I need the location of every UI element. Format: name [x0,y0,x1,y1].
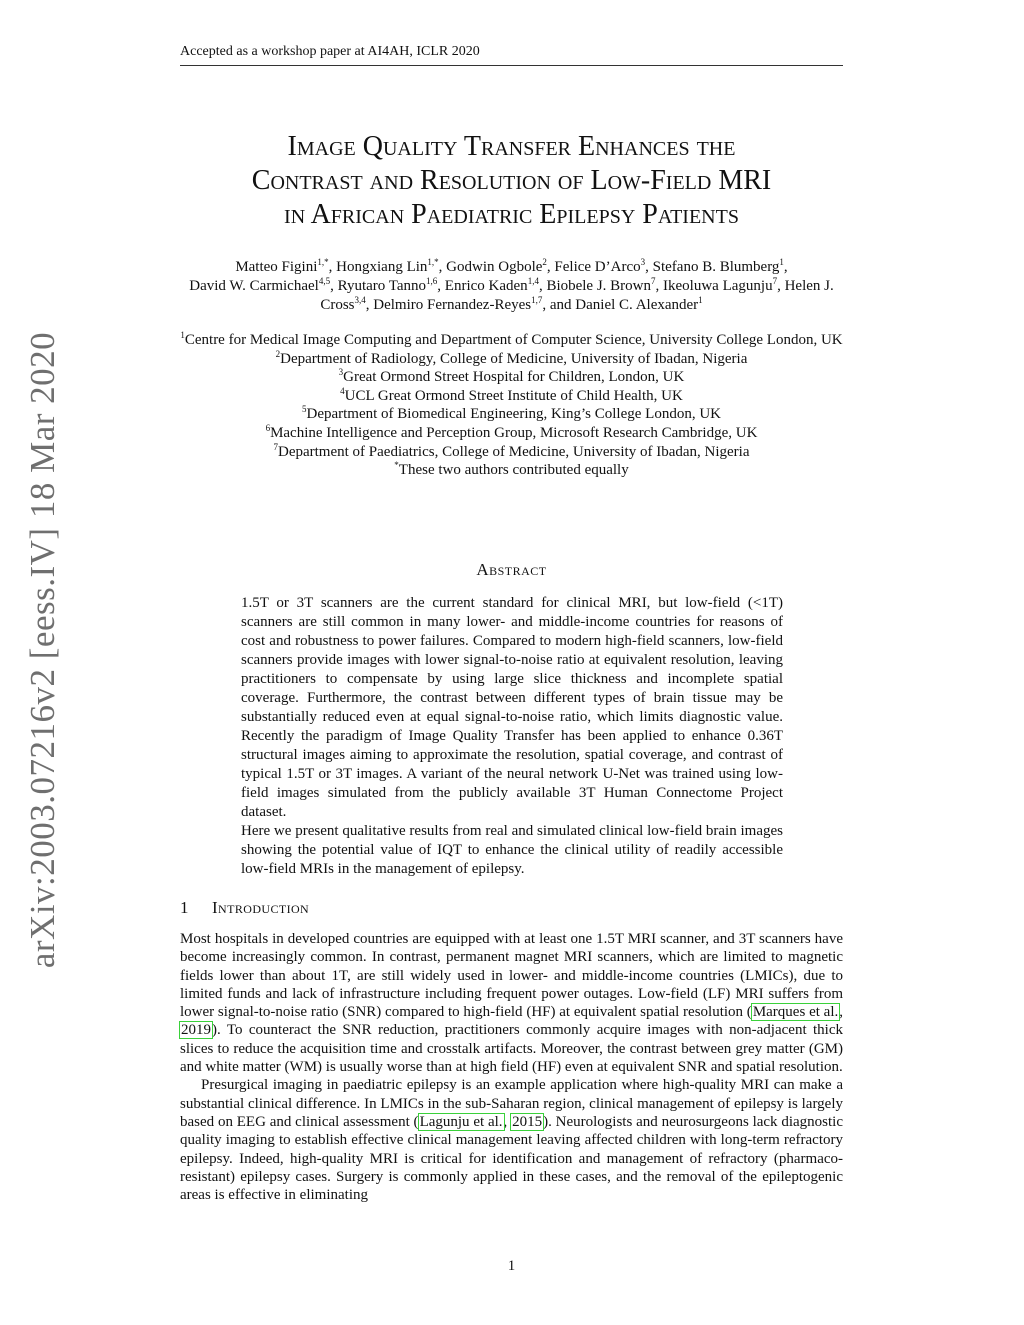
abstract-paragraph: 1.5T or 3T scanners are the current standard for clinical MRI, but low-field (<1T) scanners are still common in many lower- and middle-income countries for reasons of cost and robustness to power failures. Compared to modern high-field scanners, low-field scanners provide images with lower signal-to-noise ratio at equivalent resolution, leaving practitioners to compensate by using large slice thickness and incomplete spatial coverage. Furthermore, the contrast between different types of brain tissue may be substantially reduced even at equal signal-to-noise ratio, which limits diagnostic value. Recently the paradigm of Image Quality Transfer has been applied to enhance 0.36T structural images aiming to approximate the resolution, spatial coverage, and contrast of typical 1.5T or 3T images. A variant of the neural network U-Net was trained using low-field images simulated from the publicly available 3T Human Connectome Project dataset. [241,595,783,820]
author: Hongxiang Lin [336,259,428,275]
affiliation [180,368,843,387]
title-line-2: Contrast and Resolution of Low-Field MRI [251,165,772,196]
abstract-heading: Abstract [476,560,547,579]
author: Ryutaro Tanno [337,278,427,294]
affiliation [180,331,843,350]
author: Helen J. Cross [320,278,834,313]
affiliation [180,461,843,480]
affiliation [180,387,843,406]
author: David W. Carmichael [189,278,319,294]
author-list: Matteo Figini$^{1,*}$, Hongxiang Lin$^{1,*}$, Godwin Ogbole$^2$, Felice D’Arco$^3$, Stefano B. Blumberg$^1$, David W. Carmichael$^{4,5}$, Ryutaro Tanno$^{1,6}$, Enrico Kaden$^{1,4}$, Biobele J. Brown$^7$, Ikeoluwa Lagunju$^7$, Helen J. Cross$^{3,4}$, Delmiro Fernandez-Reyes$^{1,7}$, and Daniel C. Alexander$^1$ [189,257,834,313]
affiliation-text: Department of Biomedical Engineering, King’s College London, UK [306,406,721,423]
affiliation-text: Department of Radiology, College of Medicine, University of Ibadan, Nigeria [280,350,748,367]
affiliation-text: Machine Intelligence and Perception Group, Microsoft Research Cambridge, UK [270,424,758,441]
author-sup: 4,5 [318,276,331,286]
affiliation-sup: 3 [338,367,344,378]
affiliation-list [180,331,843,480]
affiliation-sup: 2 [275,348,281,359]
section-title: Introduction [212,898,310,917]
affiliation-text: These two authors contributed equally [398,462,629,479]
author: Daniel C. Alexander [575,297,699,313]
arxiv-sidebar [16,331,70,969]
paragraph-text: ). Neurologists and neurosurgeons lack diagnostic quality imaging to establish effective clinical management leaving affected children with long-term refractory epilepsy. Indeed, high-quality MRI is critical for identification and management of refractory (pharmaco-resistant) epilepsy cases. Surgery is commonly applied in these cases, and the removal of the epileptogenic areas is effective in eliminating [180,1113,844,1204]
abstract-body [241,594,783,879]
author-sup: 2 [542,257,547,267]
affiliation-text: Centre for Medical Image Computing and Department of Computer Science, University College London, UK [184,332,843,348]
author: Matteo Figini [235,259,318,275]
author: Ikeoluwa Lagunju [663,278,773,294]
abstract-paragraph: Here we present qualitative results from real and simulated clinical low-field brain images showing the potential value of IQT to enhance the clinical utility of readily accessible low-field MRIs in the management of epilepsy. [241,823,783,877]
affiliation [180,350,843,369]
section-heading [180,898,843,918]
author-sup: 3,4 [354,295,366,305]
author-sup: 1 [698,295,703,305]
title-line-1: Image Quality Transfer Enhances the [287,131,736,162]
affiliation-text: Department of Paediatrics, College of Medicine, University of Ibadan, Nigeria [277,443,750,460]
citation-year-link-lagunju[interactable]: 2015 [512,1113,543,1130]
citation-link-lagunju[interactable]: Lagunju et al. [419,1113,503,1130]
author: Godwin Ogbole [446,259,543,275]
affiliation-sup: 5 [302,404,307,415]
affiliation-sup: 6 [265,422,271,433]
affiliation [180,405,843,424]
affiliation-sup: 4 [340,385,345,396]
author-sup: 1,* [427,257,439,267]
citation-link-marques[interactable]: Marques et al. [752,1004,839,1021]
affiliation-text: UCL Great Ormond Street Institute of Child Health, UK [344,387,683,404]
page-number: 1 [507,1258,516,1274]
author: Felice D’Arco [554,259,641,275]
author-sup: 7 [772,276,778,286]
author-sup: 3 [640,257,646,267]
author: Enrico Kaden [444,278,528,294]
author-sup: 7 [651,276,656,286]
affiliation-sup: * [394,460,399,471]
title-line-3: in African Paediatric Epilepsy Patients [284,199,739,230]
paragraph-text: Most hospitals in developed countries are equipped with at least one 1.5T MRI scanner, and 3T scanners have become increasingly common. In contrast, permanent magnet MRI scanners, which are limited to magnetic fields lower than about 1T, are still widely used in lower- and middle-income countries (LMICs), due to limited funds and lack of infrastructure including frequent power outages. Low-field (LF) MRI suffers from lower signal-to-noise ratio (SNR) compared to high-field (HF) at equivalent spatial resolution ( [180,931,843,1021]
body-paragraph: Most hospitals in developed countries are equipped with at least one 1.5T MRI scanner, and 3T scanners have become increasingly common. In contrast, permanent magnet MRI scanners, which are limited to magnetic fields lower than about 1T, are still widely used in lower- and middle-income countries (LMICs), due to limited funds and lack of infrastructure including frequent power outages. Low-field (LF) MRI suffers from lower signal-to-noise ratio (SNR) compared to high-field (HF) at equivalent spatial resolution (Marques et al., 2019). To counteract the SNR reduction, practitioners commonly acquire images with non-adjacent thick slices to reduce the acquisition time and crosstalk artifacts. Moreover, the contrast between grey matter (GM) and white matter (WM) is usually worse than at high field (HF) even at equivalent SNR and spatial resolution. [180,931,843,1076]
citation-year-link-marques[interactable]: 2019 [181,1022,211,1039]
author-sup: 1,6 [426,276,438,286]
author-sup: 1,4 [527,276,539,286]
paragraph-text: Presurgical imaging in paediatric epilepsy is an example application where high-quality MRI can make a substantial clinical difference. In LMICs in the sub-Saharan region, clinical management of epilepsy is largely based on EEG and clinical assessment ( [180,1077,843,1130]
author: Stefano B. Blumberg [652,259,780,275]
author: Biobele J. Brown [546,278,652,294]
affiliation [180,424,843,443]
affiliation-sup: 7 [273,441,278,452]
affiliation-text: Great Ormond Street Hospital for Children, London, UK [343,369,685,386]
arxiv-identifier[interactable]: arXiv:2003.07216v2 [eess.IV] 18 Mar 2020 [23,331,62,969]
paragraph-text: ). To counteract the SNR reduction, practitioners commonly acquire images with non-adjacent thick slices to reduce the acquisition time and crosstalk artifacts. Moreover, the contrast between grey matter (GM) and white matter (WM) is usually worse than at high field (HF) even at equivalent SNR and spatial resolution. [180,1022,843,1076]
affiliation-sup: 1 [180,330,185,340]
author: Delmiro Fernandez-Reyes [373,297,532,313]
author-sup: 1,7 [531,295,543,305]
running-header: Accepted as a workshop paper at AI4AH, ICLR 2020 [180,44,843,66]
author-sup: 1,* [317,257,329,267]
introduction-body [180,930,843,1204]
affiliation [180,443,843,462]
author-sup: 1 [779,257,784,267]
paper-title [180,130,843,232]
section-number: 1 [180,898,189,917]
body-paragraph: Presurgical imaging in paediatric epilepsy is an example application where high-quality MRI can make a substantial clinical difference. In LMICs in the sub-Saharan region, clinical management of epilepsy is largely based on EEG and clinical assessment (Lagunju et al., 2015). Neurologists and neurosurgeons lack diagnostic quality imaging to establish effective clinical management leaving affected children with long-term refractory epilepsy. Indeed, high-quality MRI is critical for identification and management of refractory (pharmaco-resistant) epilepsy cases. Surgery is commonly applied in these cases, and the removal of the epileptogenic areas is effective in eliminating [180,1077,844,1204]
